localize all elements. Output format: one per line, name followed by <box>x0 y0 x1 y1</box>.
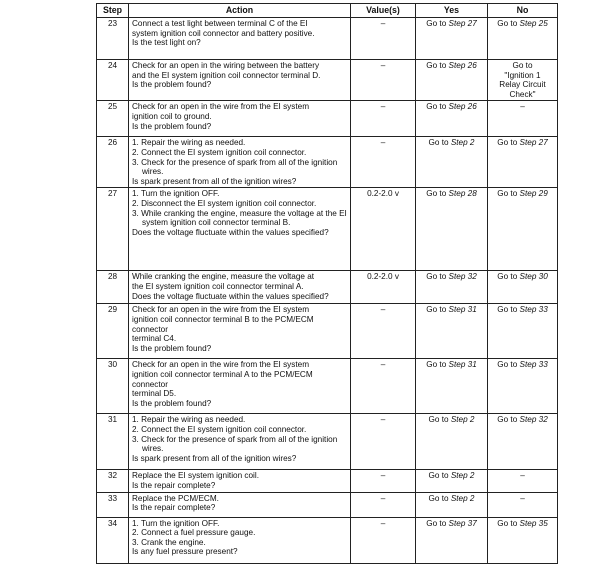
step-number: 27 <box>97 188 129 271</box>
action-line: Replace the EI system ignition coil. <box>132 471 259 481</box>
no-cell <box>488 18 558 60</box>
header-action: Action <box>129 4 351 18</box>
table-row <box>97 101 558 137</box>
action-line: Does the voltage fluctuate within the values specified? <box>132 227 329 237</box>
no-goto-prefix: Go to <box>497 138 520 148</box>
yes-step-link[interactable]: Step 27 <box>448 19 477 28</box>
table-row <box>97 271 558 304</box>
yes-cell <box>416 101 488 137</box>
yes-goto-prefix: Go to <box>426 305 449 315</box>
action-line: 2. Disconnect the EI system ignition coil connector. <box>132 198 317 208</box>
step-number: 25 <box>97 101 129 137</box>
no-step-link[interactable]: Step 32 <box>519 415 548 425</box>
value-cell: – <box>351 137 416 188</box>
value-cell: – <box>351 60 416 101</box>
action-cell <box>129 271 351 304</box>
action-line: 2. Connect the EI system ignition coil connector. <box>132 424 307 434</box>
action-cell <box>129 470 351 492</box>
no-step-link[interactable]: Step 29 <box>519 189 548 199</box>
no-step-link[interactable]: Step 25 <box>519 19 548 28</box>
action-line: ignition coil connector terminal B to the PCM/ECM <box>132 314 314 324</box>
yes-step-link[interactable]: Step 26 <box>448 102 477 112</box>
no-cell <box>488 304 558 359</box>
yes-step-link[interactable]: Step 32 <box>448 272 477 282</box>
table-row <box>97 18 558 60</box>
table-row <box>97 188 558 271</box>
action-line: Is the problem found? <box>132 80 212 90</box>
yes-step-link[interactable]: Step 28 <box>448 189 477 199</box>
action-line: 1. Turn the ignition OFF. <box>132 518 220 528</box>
action-line: system ignition coil connector and battery positive. <box>132 28 315 38</box>
no-cell <box>488 60 558 101</box>
value-cell: – <box>351 359 416 414</box>
no-text: – <box>520 471 525 481</box>
action-line: Check for an open in the wiring between the battery <box>132 61 320 70</box>
no-cell <box>488 414 558 470</box>
yes-goto-prefix: Go to <box>426 518 449 528</box>
no-cell <box>488 517 558 563</box>
value-cell: – <box>351 470 416 492</box>
table-row <box>97 492 558 517</box>
value-cell: – <box>351 304 416 359</box>
value-cell: – <box>351 414 416 470</box>
table-row <box>97 359 558 414</box>
action-line: 1. Repair the wiring as needed. <box>132 415 246 425</box>
yes-cell <box>416 18 488 60</box>
value-cell: 0.2-2.0 v <box>351 271 416 304</box>
action-line: Is the repair complete? <box>132 503 216 513</box>
action-cell <box>129 492 351 517</box>
action-line: 1. Repair the wiring as needed. <box>132 138 246 148</box>
yes-cell <box>416 470 488 492</box>
yes-cell <box>416 304 488 359</box>
yes-goto-prefix: Go to <box>426 61 449 70</box>
action-cell <box>129 101 351 137</box>
no-text: – <box>520 102 525 112</box>
yes-goto-prefix: Go to <box>426 189 449 199</box>
header-values: Value(s) <box>351 4 416 18</box>
no-cell <box>488 101 558 137</box>
action-line: connector <box>132 324 168 334</box>
yes-step-link[interactable]: Step 2 <box>450 471 475 481</box>
step-number: 32 <box>97 470 129 492</box>
action-line: Check for an open in the wire from the EI system <box>132 102 310 112</box>
action-cell <box>129 188 351 271</box>
action-line: ignition coil connector terminal A to the PCM/ECM <box>132 369 313 379</box>
no-text: – <box>520 493 525 503</box>
step-number: 34 <box>97 517 129 563</box>
value-cell: – <box>351 492 416 517</box>
action-line: 3. Check for the presence of spark from all of the ignition wires. <box>132 157 338 177</box>
no-step-link[interactable]: Step 33 <box>519 305 548 315</box>
action-cell <box>129 60 351 101</box>
step-number: 24 <box>97 60 129 101</box>
yes-step-link[interactable]: Step 2 <box>450 415 475 425</box>
action-cell <box>129 517 351 563</box>
no-goto-prefix: Go to <box>497 19 520 28</box>
no-step-link[interactable]: Step 27 <box>519 138 548 148</box>
table-row <box>97 470 558 492</box>
yes-step-link[interactable]: Step 26 <box>448 61 477 70</box>
action-line: ignition coil to ground. <box>132 111 212 121</box>
header-no: No <box>488 4 558 18</box>
yes-cell <box>416 359 488 414</box>
action-line: 1. Turn the ignition OFF. <box>132 189 220 199</box>
value-cell: – <box>351 517 416 563</box>
yes-cell <box>416 271 488 304</box>
no-goto-prefix: Go to <box>497 518 520 528</box>
step-number: 26 <box>97 137 129 188</box>
no-cell <box>488 492 558 517</box>
action-line: the EI system ignition coil connector terminal A. <box>132 281 304 291</box>
yes-goto-prefix: Go to <box>428 138 451 148</box>
table-row <box>97 137 558 188</box>
value-cell: – <box>351 101 416 137</box>
yes-step-link[interactable]: Step 31 <box>448 305 477 315</box>
no-goto-prefix: Go to <box>497 305 520 315</box>
yes-cell <box>416 188 488 271</box>
no-cell <box>488 470 558 492</box>
action-line: 3. Crank the engine. <box>132 537 206 547</box>
action-line: 2. Connect a fuel pressure gauge. <box>132 528 256 538</box>
value-cell: 0.2-2.0 v <box>351 188 416 271</box>
action-cell <box>129 137 351 188</box>
table-row <box>97 517 558 563</box>
no-text: Go to "Ignition 1 Relay Circuit Check" <box>499 61 546 99</box>
action-line: Is spark present from all of the ignition wires? <box>132 176 297 186</box>
no-goto-prefix: Go to <box>497 360 520 370</box>
table-row <box>97 304 558 359</box>
yes-cell <box>416 60 488 101</box>
yes-goto-prefix: Go to <box>426 272 449 282</box>
no-goto-prefix: Go to <box>497 189 520 199</box>
yes-goto-prefix: Go to <box>426 102 449 112</box>
yes-cell <box>416 517 488 563</box>
no-goto-prefix: Go to <box>497 415 520 425</box>
yes-step-link[interactable]: Step 31 <box>448 360 477 370</box>
action-line: 3. Check for the presence of spark from all of the ignition wires. <box>132 434 338 454</box>
yes-step-link[interactable]: Step 2 <box>450 493 475 503</box>
action-cell <box>129 304 351 359</box>
step-number: 31 <box>97 414 129 470</box>
header-step: Step <box>97 4 129 18</box>
diagnostic-table <box>96 3 558 564</box>
action-line: Replace the PCM/ECM. <box>132 493 219 503</box>
step-number: 30 <box>97 359 129 414</box>
yes-goto-prefix: Go to <box>428 415 451 425</box>
action-cell <box>129 18 351 60</box>
yes-goto-prefix: Go to <box>426 360 449 370</box>
action-line: Check for an open in the wire from the EI system <box>132 305 310 315</box>
action-line: While cranking the engine, measure the voltage at <box>132 272 315 282</box>
action-line: Does the voltage fluctuate within the values specified? <box>132 291 329 301</box>
no-step-link[interactable]: Step 30 <box>519 272 548 282</box>
action-cell <box>129 414 351 470</box>
step-number: 23 <box>97 18 129 60</box>
yes-goto-prefix: Go to <box>426 19 449 28</box>
yes-cell <box>416 414 488 470</box>
action-line: terminal C4. <box>132 334 177 344</box>
no-cell <box>488 271 558 304</box>
header-row <box>97 4 558 18</box>
action-line: terminal D5. <box>132 389 177 399</box>
step-number: 28 <box>97 271 129 304</box>
action-line: Check for an open in the wire from the EI system <box>132 360 310 370</box>
no-cell <box>488 188 558 271</box>
step-number: 29 <box>97 304 129 359</box>
action-line: Is the test light on? <box>132 38 201 48</box>
yes-step-link[interactable]: Step 37 <box>448 518 477 528</box>
action-line: Is any fuel pressure present? <box>132 547 238 557</box>
action-line: Connect a test light between terminal C of the EI <box>132 19 308 28</box>
action-line: 2. Connect the EI system ignition coil connector. <box>132 147 307 157</box>
no-goto-prefix: Go to <box>497 272 520 282</box>
yes-cell <box>416 137 488 188</box>
action-line: Is the problem found? <box>132 343 212 353</box>
yes-goto-prefix: Go to <box>428 493 451 503</box>
no-cell <box>488 359 558 414</box>
yes-goto-prefix: Go to <box>428 471 451 481</box>
action-line: connector <box>132 379 168 389</box>
no-step-link[interactable]: Step 35 <box>519 518 548 528</box>
action-line: Is the problem found? <box>132 398 212 408</box>
no-step-link[interactable]: Step 33 <box>519 360 548 370</box>
step-number: 33 <box>97 492 129 517</box>
action-line: 3. While cranking the engine, measure the voltage at the EI system ignition coil connector terminal B. <box>132 208 347 228</box>
action-line: Is the repair complete? <box>132 480 216 490</box>
action-line: and the EI system ignition coil connector terminal D. <box>132 70 321 80</box>
yes-cell <box>416 492 488 517</box>
no-cell <box>488 137 558 188</box>
yes-step-link[interactable]: Step 2 <box>450 138 475 148</box>
action-line: Is spark present from all of the ignition wires? <box>132 453 297 463</box>
table-row <box>97 414 558 470</box>
value-cell: – <box>351 18 416 60</box>
header-yes: Yes <box>416 4 488 18</box>
table-row <box>97 60 558 101</box>
action-cell <box>129 359 351 414</box>
action-line: Is the problem found? <box>132 121 212 131</box>
